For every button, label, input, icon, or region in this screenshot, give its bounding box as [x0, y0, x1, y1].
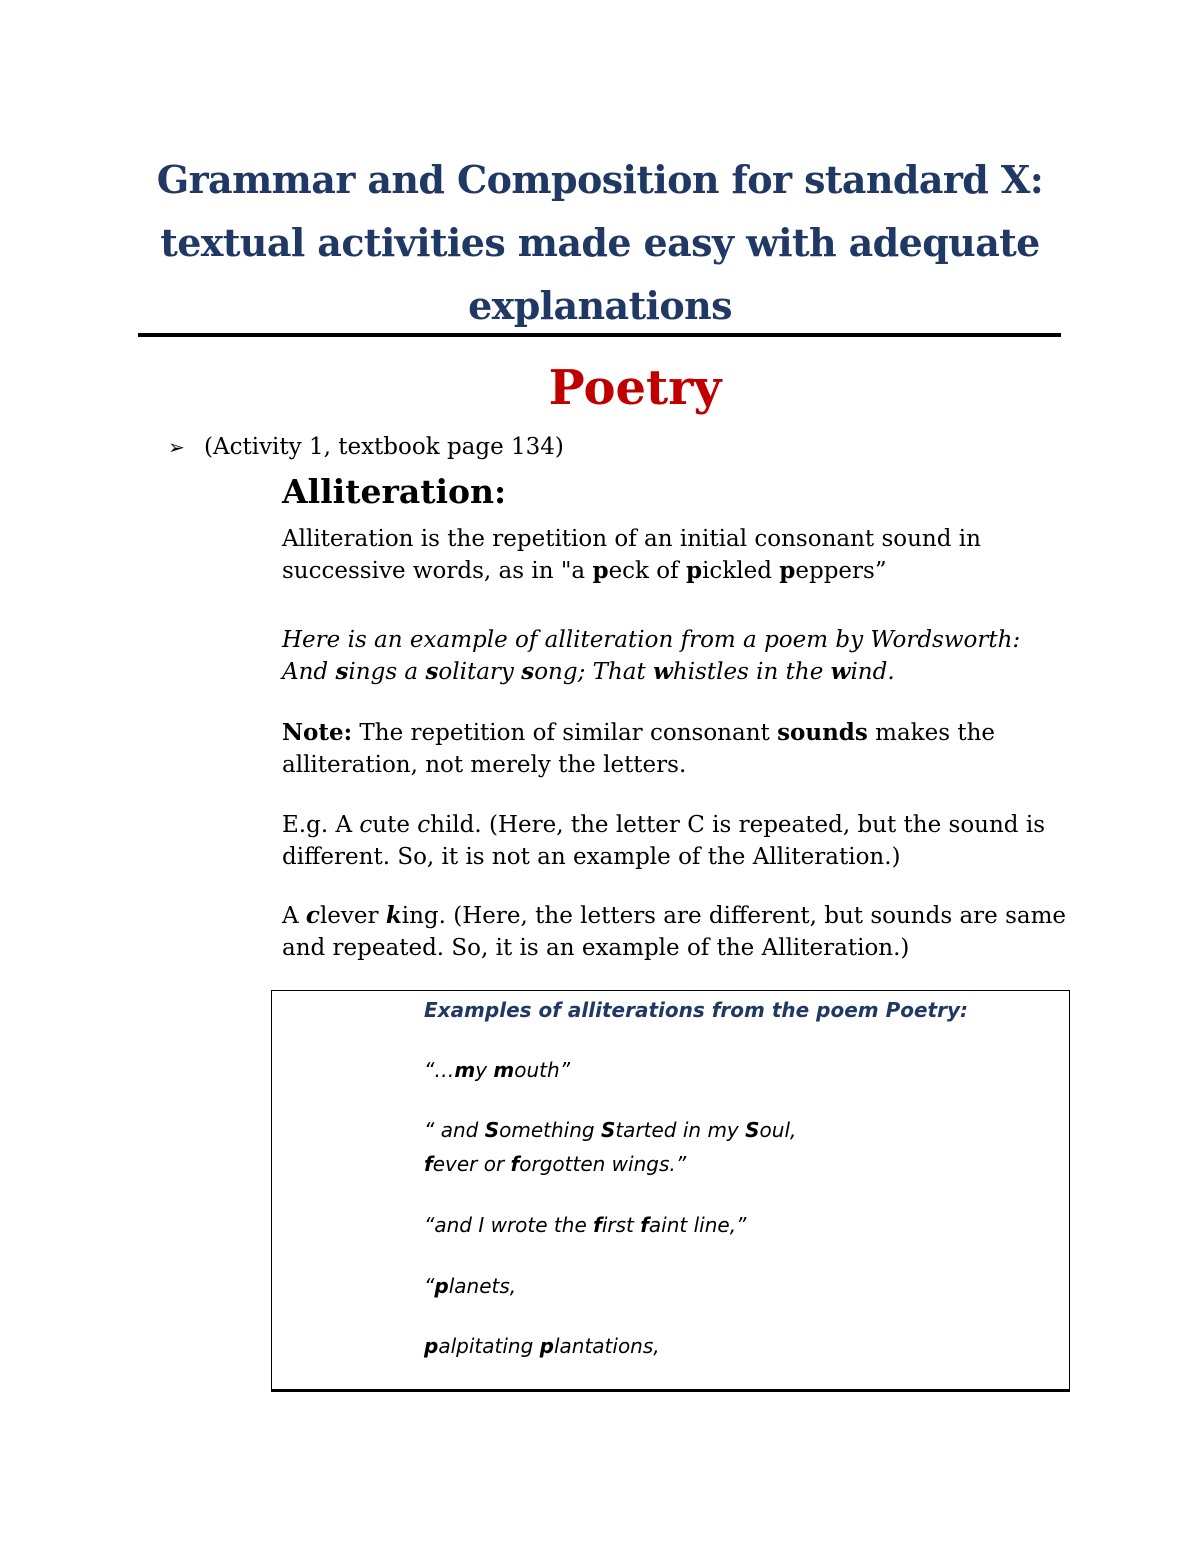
example-clever-king: A clever king. (Here, the letters are different, but sounds are same and repeated. So, it is an example of the Alliteration.) [282, 902, 1067, 961]
document-title [130, 148, 1070, 337]
title-line-1: Grammar and Composition for standard X: [156, 157, 1044, 202]
title-divider [138, 333, 1061, 337]
box-example-1: “…my mouth” [424, 1058, 571, 1082]
activity-text: (Activity 1, textbook page 134) [204, 434, 564, 460]
box-example-5: palpitating plantations, [424, 1334, 660, 1358]
wordsworth-quote: And sings a solitary song; That whistles in the wind. [282, 658, 895, 685]
note-paragraph: Note: The repetition of similar consonant sounds makes the alliteration, not merely the letters. [282, 719, 996, 778]
section-title: Poetry [548, 360, 722, 416]
box-example-3: “and I wrote the first faint line,” [424, 1213, 747, 1237]
arrow-bullet-icon: ➢ [168, 435, 185, 459]
title-line-3: explanations [468, 283, 732, 328]
note-label: Note: [282, 719, 353, 746]
box-example-2: “ and Something Started in my Soul, fever or forgotten wings.” [424, 1118, 797, 1176]
poem-examples-box [271, 990, 1070, 1392]
activity-reference [168, 434, 564, 460]
title-line-2: textual activities made easy with adequate [160, 220, 1040, 265]
box-title: Examples of alliterations from the poem Poetry: [424, 998, 968, 1022]
example-cute-child: E.g. A cute child. (Here, the letter C is repeated, but the sound is different. So, it is not an example of the Alliteration.) [282, 812, 1045, 870]
box-example-4: “planets, [424, 1274, 517, 1298]
wordsworth-example [282, 624, 1102, 688]
definition-paragraph: Alliteration is the repetition of an initial consonant sound in successive words, as in "a peck of pickled peppers” [282, 526, 981, 584]
topic-heading: Alliteration: [282, 472, 507, 511]
wordsworth-intro: Here is an example of alliteration from a poem by Wordsworth: [282, 627, 1021, 653]
